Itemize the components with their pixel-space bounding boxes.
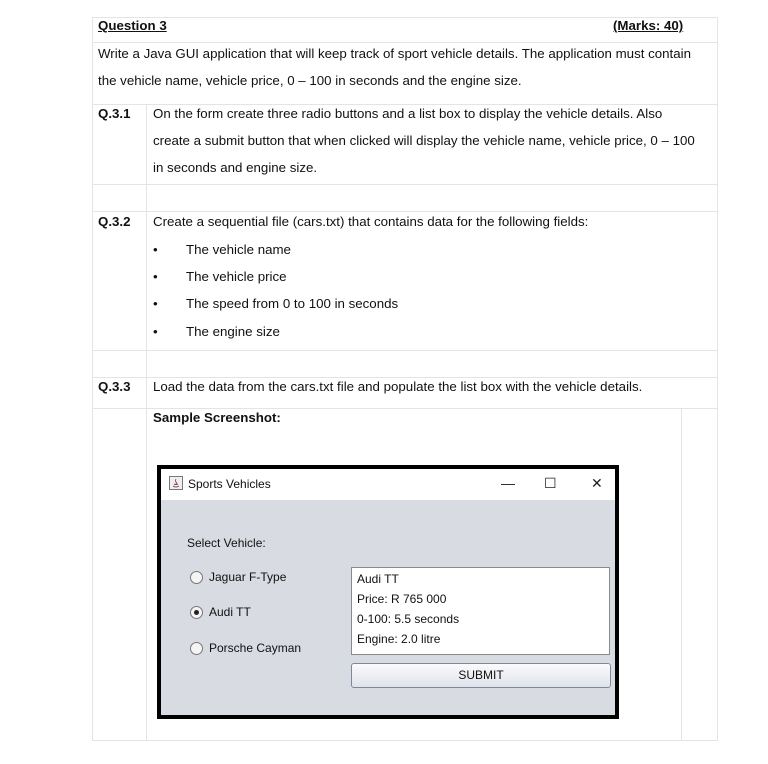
java-app-icon (169, 476, 183, 490)
app-window (157, 465, 619, 719)
intro-text-line1: Write a Java GUI application that will keep track of sport vehicle details. The application must contain (98, 46, 691, 61)
radio-selected-dot (194, 610, 199, 615)
bullet-dot: • (153, 296, 158, 311)
column-divider (146, 104, 147, 741)
select-vehicle-label: Select Vehicle: (187, 536, 266, 550)
column-divider-right (681, 408, 682, 741)
bullet-item: The vehicle price (186, 269, 287, 284)
bullet-dot: • (153, 242, 158, 257)
q31-number: Q.3.1 (98, 106, 131, 121)
table-border-right (717, 17, 718, 741)
question-title: Question 3 (98, 18, 167, 33)
q31-text-line1: On the form create three radio buttons and a list box to display the vehicle details. Also (153, 106, 663, 121)
q32-text-line1: Create a sequential file (cars.txt) that contains data for the following fields: (153, 214, 589, 229)
q31-text-line3: in seconds and engine size. (153, 160, 318, 175)
marks-label: (Marks: 40) (613, 18, 684, 33)
q32-number: Q.3.2 (98, 214, 131, 229)
q33-text-line1: Load the data from the cars.txt file and populate the list box with the vehicle details. (153, 379, 643, 394)
radio-label-jaguar[interactable]: Jaguar F-Type (209, 570, 287, 584)
radio-porsche[interactable] (190, 642, 203, 655)
q31-text-line2: create a submit button that when clicked will display the vehicle name, vehicle price, 0 – 100 (153, 133, 695, 148)
submit-button[interactable]: SUBMIT (351, 663, 611, 688)
bullet-item: The vehicle name (186, 242, 291, 257)
maximize-icon[interactable]: ☐ (544, 475, 557, 491)
radio-label-audi[interactable]: Audi TT (209, 605, 251, 619)
radio-jaguar[interactable] (190, 571, 203, 584)
list-item[interactable]: Audi TT (357, 572, 399, 586)
radio-label-porsche[interactable]: Porsche Cayman (209, 641, 302, 655)
window-titlebar[interactable] (161, 469, 615, 500)
sample-screenshot-label: Sample Screenshot: (153, 410, 281, 425)
bullet-item: The engine size (186, 324, 280, 339)
list-item[interactable]: Price: R 765 000 (357, 592, 447, 606)
list-item[interactable]: Engine: 2.0 litre (357, 632, 441, 646)
close-icon[interactable]: ✕ (591, 475, 603, 491)
minimize-icon[interactable]: — (501, 475, 515, 491)
list-item[interactable]: 0-100: 5.5 seconds (357, 612, 460, 626)
vehicle-details-listbox[interactable] (351, 567, 610, 655)
bullet-dot: • (153, 324, 158, 339)
window-title: Sports Vehicles (188, 477, 271, 491)
bullet-dot: • (153, 269, 158, 284)
q33-number: Q.3.3 (98, 379, 131, 394)
radio-audi[interactable] (190, 606, 203, 619)
bullet-item: The speed from 0 to 100 in seconds (186, 296, 399, 311)
intro-text-line2: the vehicle name, vehicle price, 0 – 100 in seconds and the engine size. (98, 73, 522, 88)
spacer-row (92, 184, 718, 211)
table-border-left (92, 17, 93, 741)
